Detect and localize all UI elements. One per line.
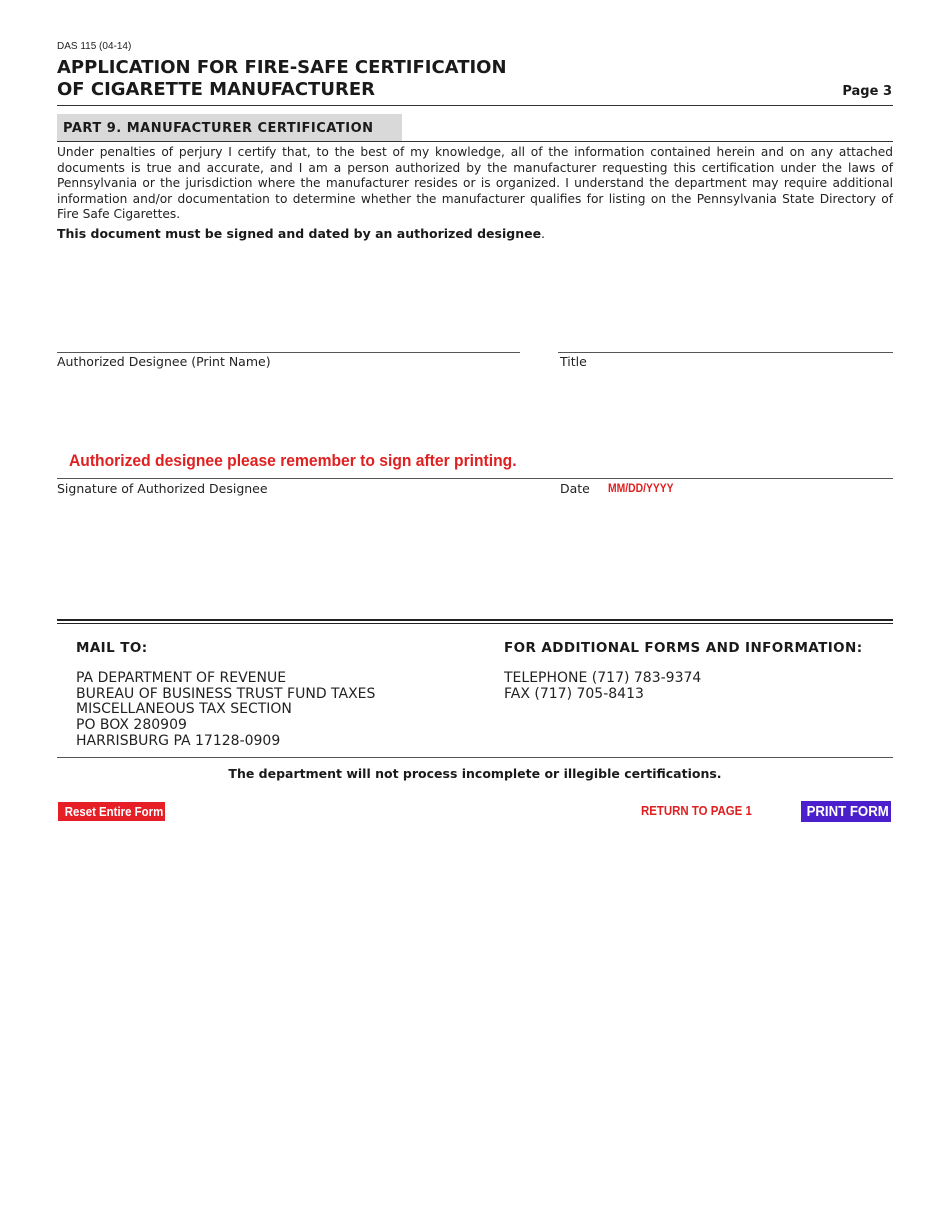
sign-reminder: Authorized designee please remember to sign after printing.: [69, 451, 517, 470]
mail-heading: MAIL TO:: [76, 640, 148, 656]
fax: FAX (717) 705-8413: [504, 685, 644, 702]
sign-instruction: [57, 226, 545, 241]
title-line-1: APPLICATION FOR FIRE-SAFE CERTIFICATION: [57, 57, 507, 78]
footer-divider: [57, 757, 893, 758]
signature-label: Signature of Authorized Designee: [57, 481, 268, 496]
page-title: [57, 57, 577, 101]
date-input[interactable]: MM/DD/YYYY: [608, 483, 674, 495]
title-line-2: OF CIGARETTE MANUFACTURER: [57, 79, 375, 100]
sign-instruction-end: .: [541, 226, 546, 241]
header-divider: [57, 105, 893, 106]
section-divider: [57, 141, 893, 142]
telephone: TELEPHONE (717) 783-9374: [504, 670, 702, 686]
title-field[interactable]: [558, 320, 893, 352]
print-name-label: Authorized Designee (Print Name): [57, 354, 271, 369]
page-number: Page 3: [842, 84, 892, 99]
mail-section-divider: [57, 619, 893, 624]
print-form-button[interactable]: [801, 801, 891, 822]
mailing-address: [76, 671, 375, 750]
title-line: [558, 352, 893, 353]
print-form-label: PRINT FORM: [806, 803, 889, 820]
date-label: Date: [560, 481, 590, 496]
footer-note: The department will not process incomplete or illegible certifications.: [228, 766, 722, 781]
contact-info: [504, 671, 701, 702]
info-heading: FOR ADDITIONAL FORMS AND INFORMATION:: [504, 640, 863, 656]
address-line: HARRISBURG PA 17128-0909: [76, 732, 281, 749]
address-line: PO BOX 280909: [76, 717, 187, 734]
reset-form-button[interactable]: [58, 802, 165, 821]
sign-instruction-bold: This document must be signed and dated by an authorized designee: [57, 226, 542, 241]
print-name-line: [57, 352, 520, 353]
print-name-field[interactable]: [57, 320, 520, 352]
certification-text: Under penalties of perjury I certify that, to the best of my knowledge, all of the information contained herein and on any attached documents is true and accurate, and I am a person authorized by the manufacturer requesting this certification under the laws of Pennsylvania or the jurisdiction where the manufacturer resides or is organized. I understand the department may require additional information and/or documentation to determine whether the manufacturer qualifies for listing on the Pennsylvania State Directory of Fire Safe Cigarettes.: [57, 145, 893, 222]
address-line: BUREAU OF BUSINESS TRUST FUND TAXES: [76, 685, 376, 702]
reset-form-label: Reset Entire Form: [64, 804, 164, 819]
address-line: MISCELLANEOUS TAX SECTION: [76, 701, 292, 718]
form-code: DAS 115 (04-14): [57, 41, 132, 52]
title-label: Title: [560, 354, 587, 369]
return-to-page-1-link[interactable]: RETURN TO PAGE 1: [641, 803, 752, 818]
section-heading: PART 9. MANUFACTURER CERTIFICATION: [63, 121, 374, 136]
address-line: PA DEPARTMENT OF REVENUE: [76, 670, 287, 686]
signature-line: [57, 478, 893, 479]
